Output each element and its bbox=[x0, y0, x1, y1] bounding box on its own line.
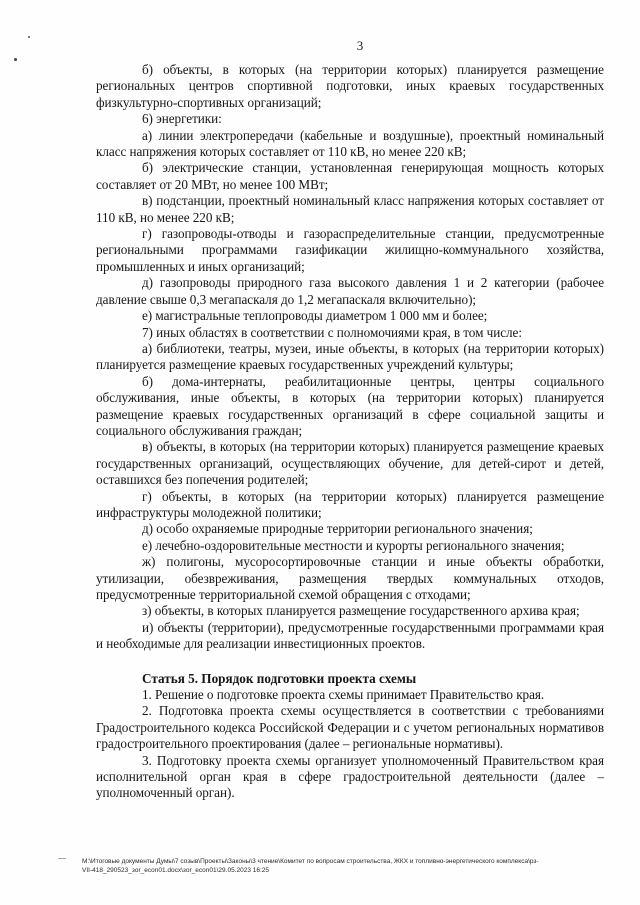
paragraph: 1. Решение о подготовке проекта схемы принимает Правительство края. bbox=[142, 687, 545, 703]
footer-mark: ~~ bbox=[58, 856, 67, 863]
paragraph: е) магистральные теплопроводы диаметром 1 000 мм и более; bbox=[142, 308, 488, 324]
document-body bbox=[96, 62, 604, 802]
footer-path-line: M:\Итоговые документы Думы\7 созыв\Проекты\Законы\3 чтение\Комитет по вопросам строительства, ЖКХ и топливно-энергетического комплекса\рз- bbox=[82, 858, 539, 865]
paragraph: з) объекты, в которых планируется размещение государственного архива края; bbox=[142, 603, 580, 619]
paragraph: 7) иных областях в соответствии с полномочиями края, в том числе: bbox=[142, 324, 522, 340]
file-path-footer bbox=[82, 857, 622, 875]
footer-path-line: VII-418_290523_зor_econ01.docx\зor_econ01\29.05.2023 16:25 bbox=[82, 867, 270, 874]
paragraph: г) газопроводы-отводы и газораспределительные станции, предусмотренные региональными программами газификации жилищно-коммунального хозяйства, промышленных и иных организаций; bbox=[96, 226, 604, 274]
paragraph: б) объекты, в которых (на территории которых) планируется размещение региональных центров спортивной подготовки, иных краевых государственных физкультурно-спортивных организаций; bbox=[96, 62, 604, 110]
paragraph: д) газопроводы природного газа высокого давления 1 и 2 категории (рабочее давление свыше 0,3 мегапаскаля до 1,2 мегапаскаля включительно); bbox=[96, 275, 604, 307]
paragraph: д) особо охраняемые природные территории регионального значения; bbox=[142, 521, 533, 537]
paragraph: 2. Подготовка проекта схемы осуществляется в соответствии с требованиями Градостроительного кодекса Российской Федерации и с учетом региональных нормативов градостроительного проектирования (далее – региональные нормативы). bbox=[96, 703, 604, 752]
paragraph: а) библиотеки, театры, музеи, иные объекты, в которых (на территории которых) планируется размещение краевых государственных учреждений культуры; bbox=[96, 340, 604, 373]
paragraph: 3. Подготовку проекта схемы организует уполномоченный Правительством края исполнительной орган края в сфере градостроительной деятельности (далее – уполномоченный орган). bbox=[96, 752, 604, 801]
paragraph: б) дома-интернаты, реабилитационные центры, центры социального обслуживания, иные объекты, в которых (на территории которых) планируется размещение краевых государственных организаций в сфере социальной защиты и социального обслуживания граждан; bbox=[96, 373, 604, 438]
paragraph: а) линии электропередачи (кабельные и воздушные), проектный номинальный класс напряжения которых составляет от 110 кВ, но менее 220 кВ; bbox=[96, 127, 604, 160]
paragraph: в) объекты, в которых (на территории которых) планируется размещение краевых государственных организаций, осуществляющих обучение, для детей-сирот и детей, оставшихся без попечения родителей; bbox=[96, 439, 604, 488]
section-gap bbox=[96, 653, 604, 671]
paragraph: 6) энергетики: bbox=[142, 111, 222, 127]
paragraph: в) подстанции, проектный номинальный класс напряжения которых составляет от 110 кВ, но менее 220 кВ; bbox=[96, 193, 604, 225]
paragraph: е) лечебно-оздоровительные местности и курорты регионального значения; bbox=[142, 537, 565, 553]
scan-artifact bbox=[14, 58, 17, 61]
paragraph: г) объекты, в которых (на территории которых) планируется размещение инфраструктуры молодежной политики; bbox=[96, 488, 604, 520]
paragraph: и) объекты (территории), предусмотренные государственными программами края и необходимые для реализации инвестиционных проектов. bbox=[96, 619, 604, 652]
paragraph: б) электрические станции, установленная генерирующая мощность которых составляет от 20 МВт, но менее 100 МВт; bbox=[96, 160, 604, 192]
page-number: 3 bbox=[356, 38, 364, 53]
article-heading: Статья 5. Порядок подготовки проекта схемы bbox=[142, 670, 417, 686]
paragraph: ж) полигоны, мусоросортировочные станции и иные объекты обработки, утилизации, обезвреживания, размещения твердых коммунальных отходов, предусмотренные территориальной схемой обращения с отходами; bbox=[96, 554, 604, 602]
